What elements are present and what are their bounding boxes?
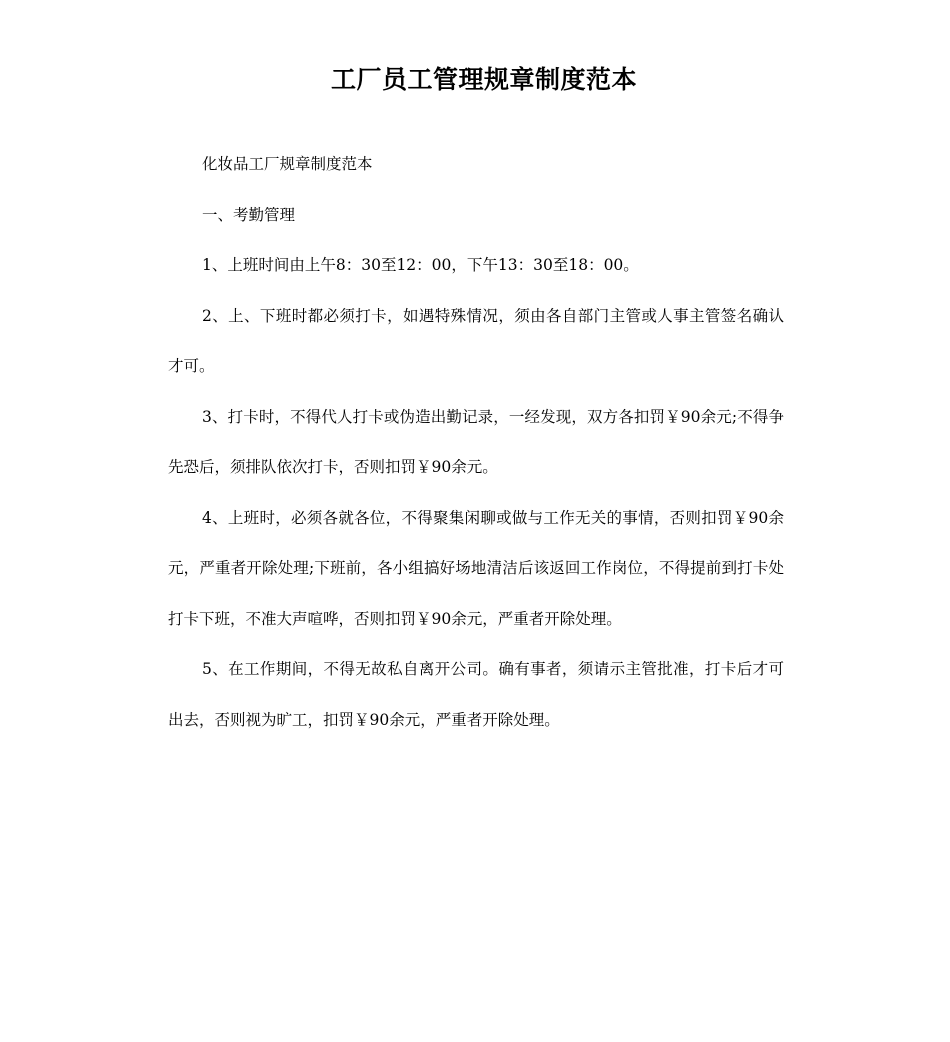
document-title: 工厂员工管理规章制度范本 bbox=[330, 65, 637, 94]
document-body bbox=[168, 139, 784, 745]
rule-paragraph-2: 2、上、下班时都必须打卡，如遇特殊情况，须由各自部门主管或人事主管签名确认才可。 bbox=[168, 306, 784, 375]
section-heading: 一、考勤管理 bbox=[202, 205, 296, 224]
rule-paragraph-4: 4、上班时，必须各就各位，不得聚集闲聊或做与工作无关的事情，否则扣罚￥90余元，严重者开除处理;下班前，各小组搞好场地清洁后该返回工作岗位，不得提前到打卡处打卡下班，不准大声喧哗，否则扣罚￥90余元，严重者开除处理。 bbox=[168, 508, 784, 628]
subtitle-paragraph: 化妆品工厂规章制度范本 bbox=[202, 155, 373, 173]
rule-paragraph-1: 1、上班时间由上午8：30至12：00，下午13：30至18：00。 bbox=[202, 256, 639, 274]
rule-paragraph-5: 5、在工作期间，不得无故私自离开公司。确有事者，须请示主管批准，打卡后才可出去，否则视为旷工，扣罚￥90余元，严重者开除处理。 bbox=[168, 660, 784, 729]
rule-paragraph-3: 3、打卡时，不得代人打卡或伪造出勤记录，一经发现，双方各扣罚￥90余元;不得争先恐后，须排队依次打卡，否则扣罚￥90余元。 bbox=[168, 407, 784, 476]
